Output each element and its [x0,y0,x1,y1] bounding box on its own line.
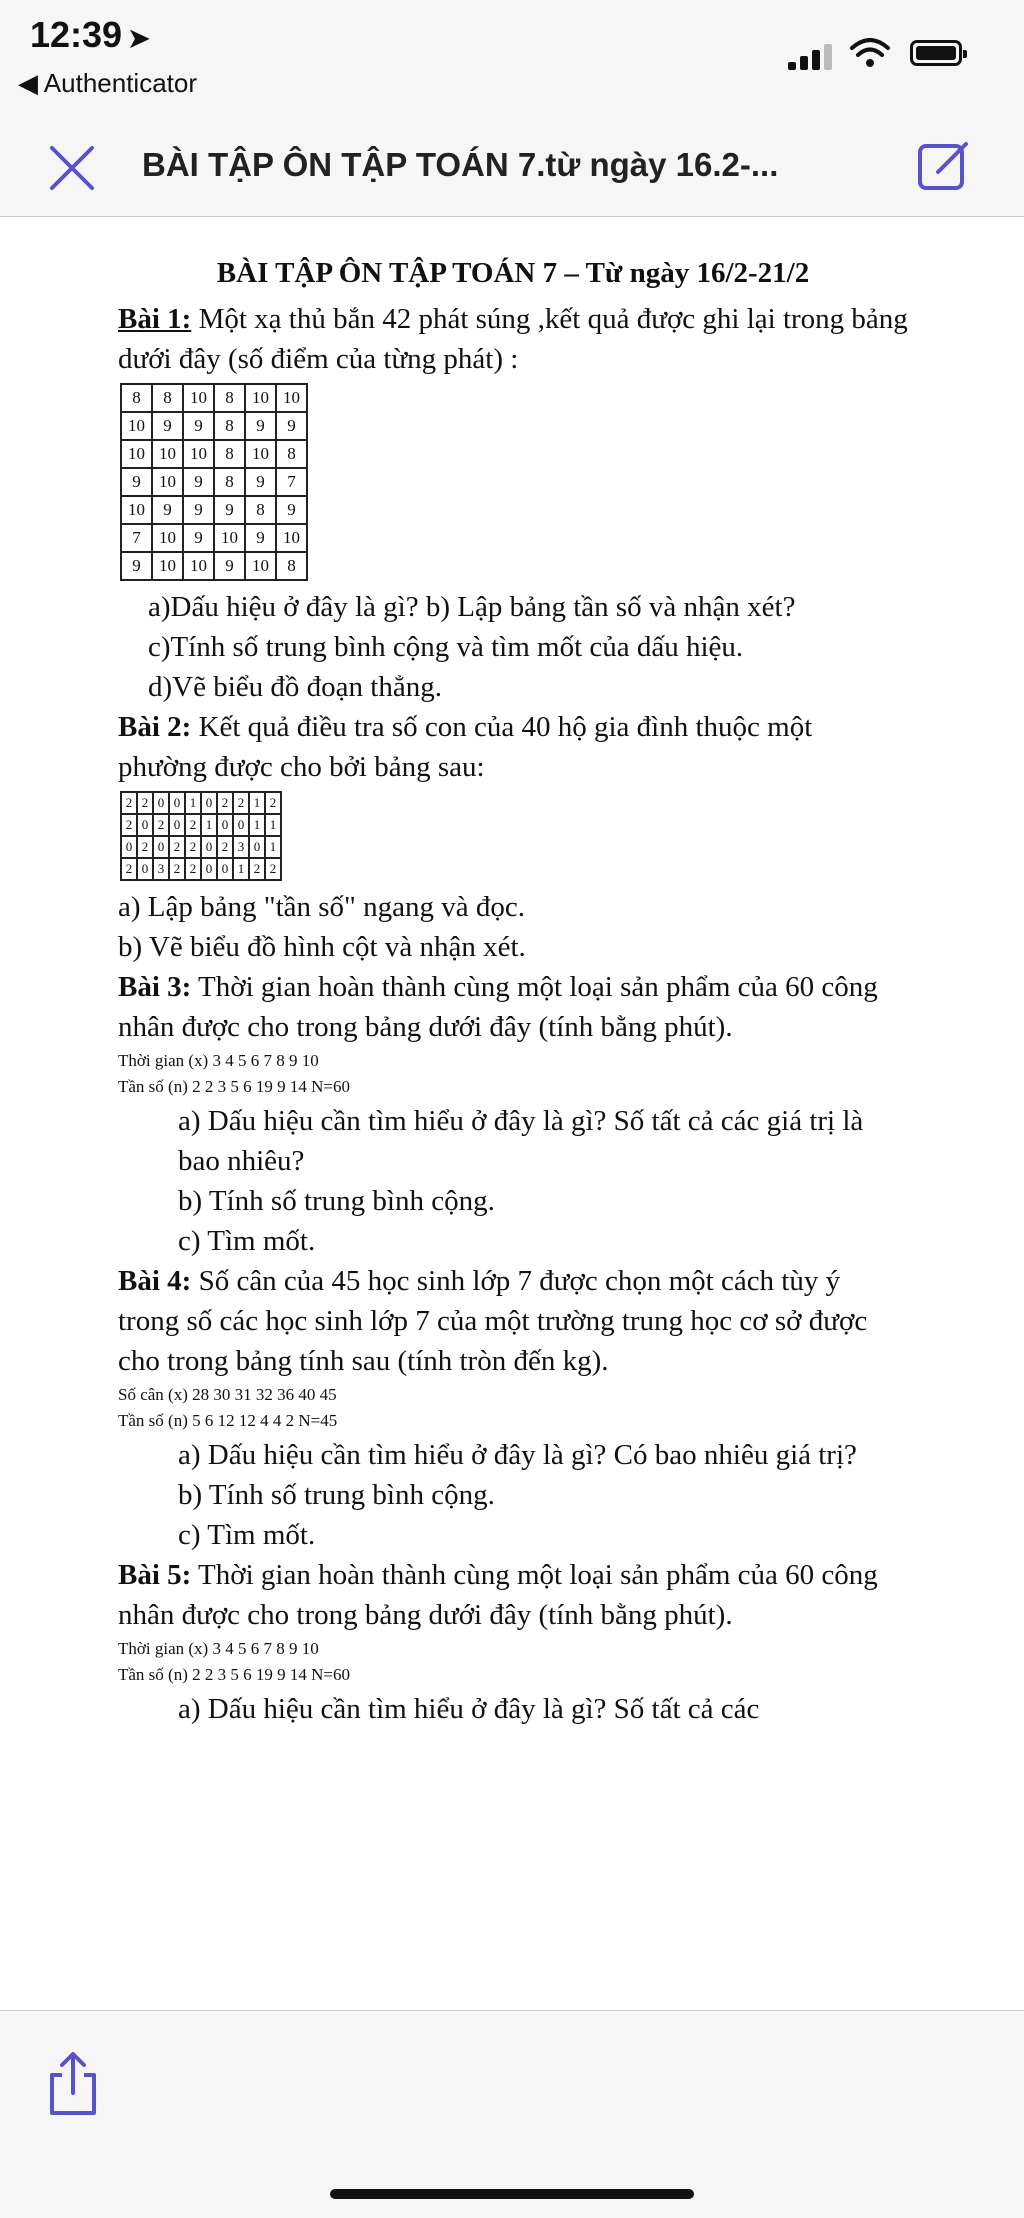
table-cell: 10 [121,412,152,440]
table-cell: 7 [121,524,152,552]
table-cell: 3 [233,836,249,858]
exercise-4-question-c: c) Tìm mốt. [178,1519,316,1551]
table-cell: 0 [137,858,153,880]
exercise-1-table [120,383,308,581]
table-cell: 8 [152,384,183,412]
exercise-4-row-n: Tần số (n) 5 6 12 12 4 4 2 N=45 [118,1411,338,1430]
table-cell: 9 [152,412,183,440]
table-cell: 2 [185,836,201,858]
exercise-3-question-a: a) Dấu hiệu cần tìm hiểu ở đây là gì? Số tất cả các giá trị là bao nhiêu? [178,1105,864,1177]
table-row [121,858,281,880]
table-cell: 10 [183,384,214,412]
table-cell: 10 [214,524,245,552]
table-cell: 2 [265,858,281,880]
table-cell: 9 [121,552,152,580]
back-triangle-icon: ◀ [18,68,44,98]
table-cell: 0 [233,814,249,836]
table-cell: 1 [249,814,265,836]
edit-icon[interactable] [914,136,974,196]
table-cell: 0 [137,814,153,836]
table-cell: 9 [276,496,307,524]
battery-icon [910,40,962,66]
exercise-3: Bài 3: Thời gian hoàn thành cùng một loại sản phẩm của 60 công nhân được cho trong bảng dưới đây (tính bằng phút). [118,971,878,1043]
table-cell: 2 [185,814,201,836]
table-row [121,496,307,524]
location-arrow-icon: ➤ [128,23,150,53]
table-cell: 8 [214,468,245,496]
document-viewer[interactable] [0,217,1024,2010]
table-cell: 1 [265,836,281,858]
table-cell: 1 [249,792,265,814]
table-cell: 0 [201,836,217,858]
table-cell: 10 [121,440,152,468]
exercise-1: Bài 1: Một xạ thủ bắn 42 phát súng ,kết quả được ghi lại trong bảng dưới đây (số điểm của từng phát) : [118,303,908,375]
table-cell: 9 [214,496,245,524]
table-cell: 8 [214,440,245,468]
table-cell: 0 [217,858,233,880]
bottom-toolbar [0,2010,1024,2218]
table-cell: 10 [152,552,183,580]
table-cell: 10 [276,384,307,412]
table-cell: 0 [121,836,137,858]
table-cell: 9 [245,468,276,496]
cellular-signal-icon [788,40,834,70]
exercise-4-question-b: b) Tính số trung bình cộng. [178,1479,495,1511]
table-cell: 1 [233,858,249,880]
table-cell: 0 [153,836,169,858]
table-cell: 1 [265,814,281,836]
close-icon[interactable] [44,140,100,196]
table-row [121,440,307,468]
table-cell: 9 [276,412,307,440]
table-cell: 2 [169,836,185,858]
table-cell: 0 [249,836,265,858]
table-cell: 7 [276,468,307,496]
table-cell: 2 [121,858,137,880]
exercise-3-row-n: Tần số (n) 2 2 3 5 6 19 9 14 N=60 [118,1077,350,1096]
table-cell: 2 [137,836,153,858]
exercise-2-question-b: b) Vẽ biểu đồ hình cột và nhận xét. [118,931,526,963]
table-cell: 8 [214,412,245,440]
table-cell: 2 [153,814,169,836]
table-cell: 2 [121,792,137,814]
wifi-icon [850,38,890,68]
status-bar [0,0,1024,120]
table-cell: 9 [245,412,276,440]
table-row [121,412,307,440]
table-cell: 9 [152,496,183,524]
table-cell: 3 [153,858,169,880]
table-cell: 0 [201,792,217,814]
exercise-1-question-a: a)Dấu hiệu ở đây là gì? b) Lập bảng tần số và nhận xét? [148,591,796,623]
exercise-5-row-x: Thời gian (x) 3 4 5 6 7 8 9 10 [118,1639,319,1658]
table-cell: 0 [153,792,169,814]
table-cell: 2 [137,792,153,814]
table-cell: 9 [214,552,245,580]
table-cell: 1 [201,814,217,836]
exercise-3-row-x: Thời gian (x) 3 4 5 6 7 8 9 10 [118,1051,319,1070]
exercise-3-question-b: b) Tính số trung bình cộng. [178,1185,495,1217]
exercise-5-question-a: a) Dấu hiệu cần tìm hiểu ở đây là gì? Số tất cả các [178,1693,760,1725]
table-cell: 2 [185,858,201,880]
exercise-1-question-d: d)Vẽ biểu đồ đoạn thẳng. [148,671,442,703]
table-cell: 9 [121,468,152,496]
table-cell: 2 [217,836,233,858]
exercise-5-row-n: Tần số (n) 2 2 3 5 6 19 9 14 N=60 [118,1665,350,1684]
back-to-app-link[interactable]: ◀ Authenticator [18,68,198,98]
table-cell: 9 [183,524,214,552]
table-cell: 2 [169,858,185,880]
table-row [121,524,307,552]
table-row [121,836,281,858]
table-row [121,552,307,580]
table-cell: 0 [169,792,185,814]
table-row [121,792,281,814]
table-cell: 10 [245,384,276,412]
table-cell: 1 [185,792,201,814]
table-cell: 9 [183,496,214,524]
table-cell: 10 [183,552,214,580]
table-cell: 10 [152,440,183,468]
table-cell: 0 [169,814,185,836]
table-cell: 2 [249,858,265,880]
table-cell: 2 [233,792,249,814]
table-cell: 8 [214,384,245,412]
document-title: BÀI TẬP ÔN TẬP TOÁN 7.từ ngày 16.2-... [142,146,779,183]
table-row [121,468,307,496]
table-cell: 10 [183,440,214,468]
table-cell: 10 [276,524,307,552]
exercise-1-question-c: c)Tính số trung bình cộng và tìm mốt của dấu hiệu. [148,631,744,663]
table-cell: 9 [183,412,214,440]
exercise-4-row-x: Số cân (x) 28 30 31 32 36 40 45 [118,1385,337,1404]
exercise-5: Bài 5: Thời gian hoàn thành cùng một loại sản phẩm của 60 công nhân được cho trong bảng dưới đây (tính bằng phút). [118,1559,878,1631]
table-cell: 10 [152,524,183,552]
table-row [121,814,281,836]
exercise-2-question-a: a) Lập bảng "tần số" ngang và đọc. [118,891,525,923]
document-page [118,253,908,1729]
exercise-3-question-c: c) Tìm mốt. [178,1225,316,1257]
table-cell: 0 [217,814,233,836]
exercise-2-table [120,791,282,881]
page-heading: BÀI TẬP ÔN TẬP TOÁN 7 – Từ ngày 16/2-21/2 [216,257,810,289]
exercise-4-question-a: a) Dấu hiệu cần tìm hiểu ở đây là gì? Có bao nhiêu giá trị? [178,1439,857,1471]
table-row [121,384,307,412]
table-cell: 10 [245,440,276,468]
table-cell: 8 [121,384,152,412]
table-cell: 2 [121,814,137,836]
table-cell: 10 [152,468,183,496]
exercise-2: Bài 2: Kết quả điều tra số con của 40 hộ gia đình thuộc một phường được cho bởi bảng sau: [118,711,813,783]
clock: 12:39 ➤ [30,14,150,55]
table-cell: 8 [276,440,307,468]
table-cell: 10 [245,552,276,580]
table-cell: 8 [276,552,307,580]
table-cell: 9 [183,468,214,496]
exercise-4: Bài 4: Số cân của 45 học sinh lớp 7 được chọn một cách tùy ý trong số các học sinh lớp 7 của một trường trung học cơ sở được cho trong bảng tính sau (tính tròn đến kg). [118,1265,868,1377]
table-cell: 2 [217,792,233,814]
table-cell: 8 [245,496,276,524]
table-cell: 9 [245,524,276,552]
document-header [0,120,1024,217]
share-icon[interactable] [44,2051,102,2117]
table-cell: 2 [265,792,281,814]
table-cell: 0 [201,858,217,880]
home-indicator[interactable] [330,2189,694,2199]
table-cell: 10 [121,496,152,524]
